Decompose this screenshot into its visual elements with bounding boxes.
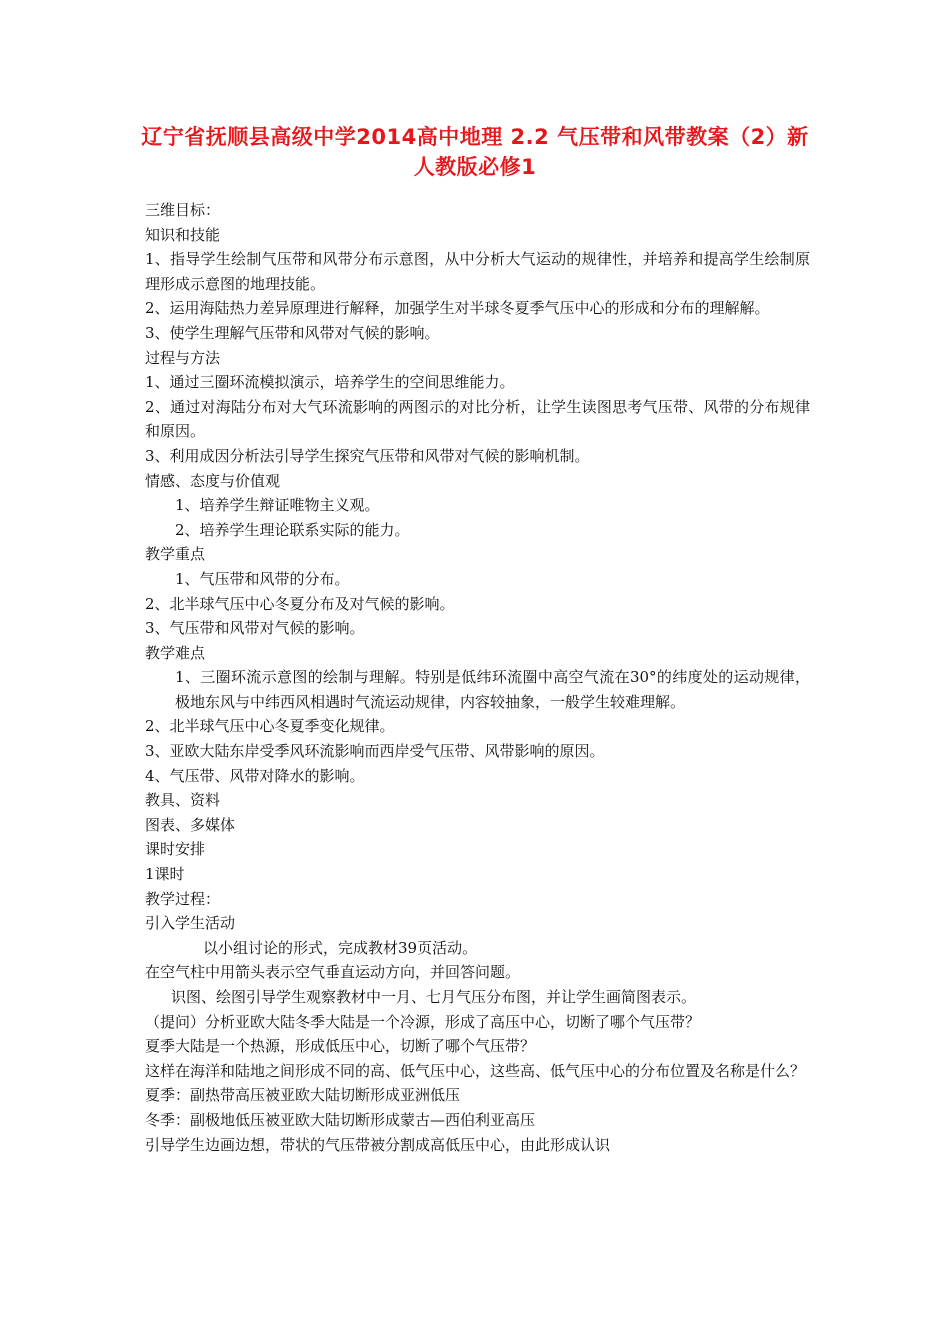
heading-three-dimensional-goals: 三维目标： xyxy=(145,201,221,219)
paragraph: 1、培养学生辩证唯物主义观。 xyxy=(175,496,380,515)
paragraph: 引入学生活动 xyxy=(145,914,236,933)
paragraph: 3、利用成因分析法引导学生探究气压带和风带对气候的影响机制。 xyxy=(145,446,590,465)
paragraph: 1课时 xyxy=(145,865,185,884)
paragraph: 1、指导学生绘制气压带和风带分布示意图，从中分析大气运动的规律性，并培养和提高学生绘制原理形成示意图的地理技能。 xyxy=(145,250,810,293)
paragraph: 2、北半球气压中心冬夏季变化规律。 xyxy=(145,717,395,736)
paragraph: 识图、绘图引导学生观察教材中一月、七月气压分布图，并让学生画简图表示。 xyxy=(171,988,697,1006)
paragraph: 1、通过三圈环流模拟演示，培养学生的空间思维能力。 xyxy=(145,373,515,392)
heading-process-methods: 过程与方法 xyxy=(145,348,221,367)
heading-teaching-process: 教学过程： xyxy=(145,889,221,908)
heading-teaching-aids: 教具、资料 xyxy=(145,791,221,810)
paragraph: 这样在海洋和陆地之间形成不同的高、低气压中心，这些高、低气压中心的分布位置及名称是什么？ xyxy=(145,1061,806,1080)
paragraph: 3、亚欧大陆东岸受季风环流影响而西岸受气压带、风带影响的原因。 xyxy=(145,742,605,761)
document-title: 辽宁省抚顺县高级中学2014高中地理 2.2 气压带和风带教案（2）新人教版必修1 xyxy=(141,125,809,179)
paragraph: 以小组讨论的形式，完成教材39页活动。 xyxy=(203,938,478,957)
paragraph: 夏季大陆是一个热源，形成低压中心，切断了哪个气压带？ xyxy=(145,1037,536,1056)
paragraph: 3、气压带和风带对气候的影响。 xyxy=(145,619,365,638)
paragraph: 2、培养学生理论联系实际的能力。 xyxy=(175,520,410,539)
paragraph: 4、气压带、风带对降水的影响。 xyxy=(145,766,365,785)
heading-teaching-key-points: 教学重点 xyxy=(145,545,206,564)
heading-schedule: 课时安排 xyxy=(145,840,206,859)
heading-knowledge-skills: 知识和技能 xyxy=(145,225,221,244)
paragraph: 1、气压带和风带的分布。 xyxy=(175,569,350,588)
paragraph: 引导学生边画边想，带状的气压带被分割成高低压中心，由此形成认识 xyxy=(145,1135,611,1154)
paragraph: 2、通过对海陆分布对大气环流影响的两图示的对比分析，让学生读图思考气压带、风带的分布规律和原因。 xyxy=(145,397,810,441)
heading-attitudes-values: 情感、态度与价值观 xyxy=(145,471,281,490)
paragraph: （提问）分析亚欧大陆冬季大陆是一个冷源，形成了高压中心，切断了哪个气压带？ xyxy=(145,1012,701,1031)
paragraph: 在空气柱中用箭头表示空气垂直运动方向，并回答问题。 xyxy=(145,963,521,982)
paragraph: 图表、多媒体 xyxy=(145,815,236,834)
paragraph: 冬季：副极地低压被亚欧大陆切断形成蒙古—西伯利亚高压 xyxy=(145,1110,536,1129)
paragraph: 2、北半球气压中心冬夏分布及对气候的影响。 xyxy=(145,594,455,613)
paragraph: 1、三圈环流示意图的绘制与理解。特别是低纬环流圈中高空气流在30°的纬度处的运动规律，极地东风与中纬西风相遇时气流运动规律，内容较抽象，一般学生较难理解。 xyxy=(175,668,810,711)
paragraph: 2、运用海陆热力差异原理进行解释，加强学生对半球冬夏季气压中心的形成和分布的理解解。 xyxy=(145,299,770,318)
paragraph: 3、使学生理解气压带和风带对气候的影响。 xyxy=(145,323,440,342)
heading-teaching-difficulties: 教学难点 xyxy=(145,643,206,662)
paragraph: 夏季：副热带高压被亚欧大陆切断形成亚洲低压 xyxy=(145,1086,461,1105)
document-body xyxy=(145,198,810,1157)
